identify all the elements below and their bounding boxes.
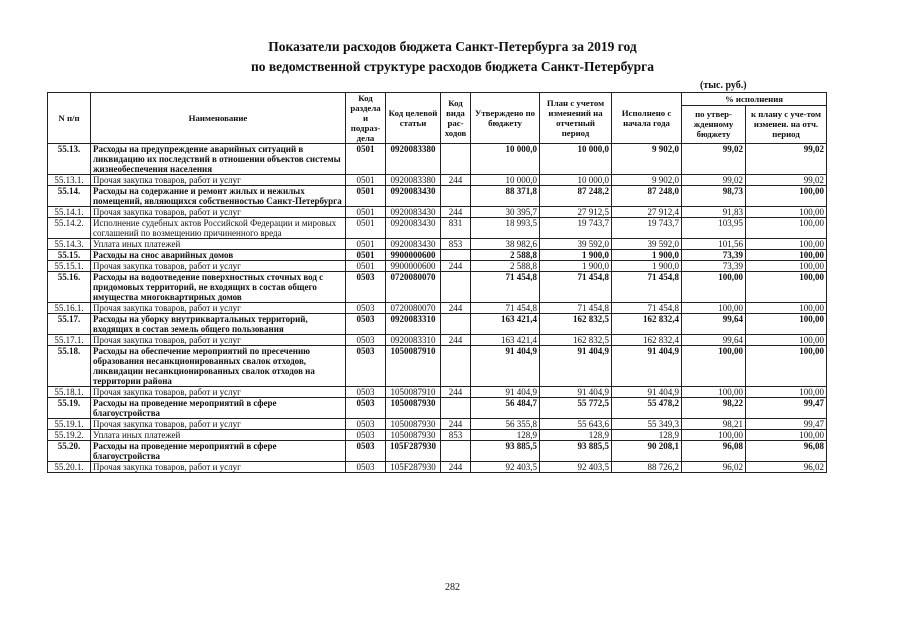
cell-num: 55.17. (48, 314, 91, 335)
cell-pct-approved: 100,00 (682, 272, 746, 303)
cell-plan: 128,9 (540, 430, 612, 441)
header-name: Наименование (91, 93, 346, 144)
cell-pct-plan: 100,00 (746, 346, 827, 387)
cell-pct-plan: 99,02 (746, 175, 827, 186)
cell-approved: 38 982,6 (471, 239, 540, 250)
cell-approved: 92 403,5 (471, 462, 540, 473)
cell-plan: 71 454,8 (540, 272, 612, 303)
cell-approved: 163 421,4 (471, 314, 540, 335)
cell-plan: 55 643,6 (540, 419, 612, 430)
cell-executed: 88 726,2 (612, 462, 682, 473)
header-section: Код раздела и подраз-дела (346, 93, 386, 144)
cell-target: 9900000600 (386, 250, 441, 261)
cell-type (441, 346, 471, 387)
cell-section: 0503 (346, 272, 386, 303)
cell-approved: 18 993,5 (471, 218, 540, 239)
cell-plan: 162 832,5 (540, 314, 612, 335)
table-row (48, 207, 827, 218)
cell-pct-plan: 96,02 (746, 462, 827, 473)
table-row (48, 303, 827, 314)
cell-num: 55.16.1. (48, 303, 91, 314)
cell-name: Прочая закупка товаров, работ и услуг (91, 335, 346, 346)
cell-plan: 162 832,5 (540, 335, 612, 346)
cell-plan: 93 885,5 (540, 441, 612, 462)
cell-pct-approved: 99,02 (682, 144, 746, 175)
cell-section: 0503 (346, 335, 386, 346)
cell-target: 1050087930 (386, 430, 441, 441)
table-row (48, 175, 827, 186)
cell-target: 0920083430 (386, 239, 441, 250)
cell-type: 244 (441, 261, 471, 272)
cell-type: 244 (441, 207, 471, 218)
cell-plan: 71 454,8 (540, 303, 612, 314)
cell-executed: 27 912,4 (612, 207, 682, 218)
cell-num: 55.19.1. (48, 419, 91, 430)
cell-plan: 10 000,0 (540, 175, 612, 186)
cell-type: 244 (441, 462, 471, 473)
cell-name: Прочая закупка товаров, работ и услуг (91, 303, 346, 314)
header-pct-plan: к плану с уче-том изменен. на отч. период (746, 105, 827, 143)
table-row (48, 272, 827, 303)
cell-num: 55.14.1. (48, 207, 91, 218)
cell-approved: 91 404,9 (471, 387, 540, 398)
cell-num: 55.19. (48, 398, 91, 419)
cell-executed: 55 478,2 (612, 398, 682, 419)
cell-target: 0920083310 (386, 314, 441, 335)
cell-type: 244 (441, 175, 471, 186)
cell-name: Уплата иных платежей (91, 430, 346, 441)
cell-target: 1050087910 (386, 387, 441, 398)
cell-target: 0920083430 (386, 186, 441, 207)
table-row (48, 239, 827, 250)
cell-name: Расходы на проведение мероприятий в сфере благоустройства (91, 398, 346, 419)
cell-approved: 10 000,0 (471, 175, 540, 186)
cell-pct-approved: 100,00 (682, 430, 746, 441)
cell-target: 1050087930 (386, 398, 441, 419)
cell-type (441, 144, 471, 175)
cell-pct-approved: 100,00 (682, 346, 746, 387)
table-row (48, 441, 827, 462)
header-type: Код вида рас-ходов (441, 93, 471, 144)
cell-pct-plan: 100,00 (746, 430, 827, 441)
cell-executed: 55 349,3 (612, 419, 682, 430)
cell-approved: 93 885,5 (471, 441, 540, 462)
cell-name: Расходы на проведение мероприятий в сфере благоустройства (91, 441, 346, 462)
cell-section: 0501 (346, 239, 386, 250)
table-row (48, 430, 827, 441)
cell-type: 853 (441, 239, 471, 250)
cell-section: 0501 (346, 218, 386, 239)
cell-type (441, 250, 471, 261)
cell-executed: 9 902,0 (612, 175, 682, 186)
cell-executed: 162 832,4 (612, 314, 682, 335)
table-row (48, 419, 827, 430)
cell-executed: 91 404,9 (612, 387, 682, 398)
cell-plan: 92 403,5 (540, 462, 612, 473)
table-row (48, 261, 827, 272)
cell-target: 0920083310 (386, 335, 441, 346)
cell-plan: 19 743,7 (540, 218, 612, 239)
cell-executed: 87 248,0 (612, 186, 682, 207)
cell-section: 0503 (346, 419, 386, 430)
cell-plan: 91 404,9 (540, 387, 612, 398)
cell-approved: 30 395,7 (471, 207, 540, 218)
cell-name: Прочая закупка товаров, работ и услуг (91, 207, 346, 218)
cell-pct-approved: 98,21 (682, 419, 746, 430)
cell-approved: 128,9 (471, 430, 540, 441)
cell-pct-plan: 100,00 (746, 218, 827, 239)
cell-pct-plan: 100,00 (746, 186, 827, 207)
cell-name: Прочая закупка товаров, работ и услуг (91, 462, 346, 473)
table-row (48, 335, 827, 346)
table-header (48, 93, 827, 144)
cell-pct-approved: 98,73 (682, 186, 746, 207)
cell-target: 0920083430 (386, 218, 441, 239)
cell-num: 55.19.2. (48, 430, 91, 441)
cell-section: 0503 (346, 430, 386, 441)
page-number: 282 (445, 582, 460, 593)
cell-pct-plan: 100,00 (746, 272, 827, 303)
cell-name: Расходы на обеспечение мероприятий по пресечению образования несанкционированных свалок отходов, ликвидации несанкционированных свалок отходов на территории района (91, 346, 346, 387)
cell-pct-plan: 99,47 (746, 419, 827, 430)
cell-approved: 163 421,4 (471, 335, 540, 346)
cell-num: 55.16. (48, 272, 91, 303)
cell-target: 0920083380 (386, 175, 441, 186)
cell-type: 244 (441, 419, 471, 430)
cell-pct-plan: 100,00 (746, 303, 827, 314)
cell-approved: 91 404,9 (471, 346, 540, 387)
cell-target: 105F287930 (386, 462, 441, 473)
cell-section: 0501 (346, 175, 386, 186)
cell-executed: 128,9 (612, 430, 682, 441)
cell-pct-approved: 103,95 (682, 218, 746, 239)
cell-type: 244 (441, 303, 471, 314)
cell-section: 0503 (346, 314, 386, 335)
cell-target: 105F287930 (386, 441, 441, 462)
cell-section: 0503 (346, 441, 386, 462)
document-subtitle: по ведомственной структуре расходов бюджета Санкт-Петербурга (250, 59, 655, 74)
cell-name: Расходы на снос аварийных домов (91, 250, 346, 261)
header-pct-group: % исполнения (682, 93, 827, 106)
table-row (48, 462, 827, 473)
header-pct-approved: по утвер-жденному бюджету (682, 105, 746, 143)
cell-executed: 91 404,9 (612, 346, 682, 387)
cell-plan: 1 900,0 (540, 261, 612, 272)
cell-section: 0503 (346, 462, 386, 473)
cell-approved: 88 371,8 (471, 186, 540, 207)
cell-pct-approved: 101,56 (682, 239, 746, 250)
header-executed: Исполнено с начала года (612, 93, 682, 144)
cell-plan: 55 772,5 (540, 398, 612, 419)
cell-target: 0920083430 (386, 207, 441, 218)
cell-type (441, 398, 471, 419)
cell-pct-plan: 99,47 (746, 398, 827, 419)
cell-pct-plan: 100,00 (746, 250, 827, 261)
table-row (48, 144, 827, 175)
cell-plan: 87 248,2 (540, 186, 612, 207)
cell-section: 0503 (346, 398, 386, 419)
cell-num: 55.20.1. (48, 462, 91, 473)
cell-pct-approved: 100,00 (682, 303, 746, 314)
cell-pct-approved: 73,39 (682, 250, 746, 261)
table-body (48, 144, 827, 473)
cell-name: Расходы на предупреждение аварийных ситуаций в ликвидацию их последствий в отношении объектов системы жизнеобеспечения населения (91, 144, 346, 175)
cell-executed: 39 592,0 (612, 239, 682, 250)
table-row (48, 250, 827, 261)
cell-pct-approved: 98,22 (682, 398, 746, 419)
cell-plan: 39 592,0 (540, 239, 612, 250)
cell-approved: 10 000,0 (471, 144, 540, 175)
header-num: N п/п (48, 93, 91, 144)
cell-num: 55.18.1. (48, 387, 91, 398)
cell-executed: 1 900,0 (612, 250, 682, 261)
cell-executed: 9 902,0 (612, 144, 682, 175)
cell-name: Расходы на водоотведение поверхностных сточных вод с придомовых территорий, не входящих в состав общего имущества многоквартирных домов (91, 272, 346, 303)
cell-pct-plan: 100,00 (746, 261, 827, 272)
cell-num: 55.15. (48, 250, 91, 261)
cell-executed: 19 743,7 (612, 218, 682, 239)
cell-type: 244 (441, 335, 471, 346)
cell-section: 0503 (346, 303, 386, 314)
header-plan: План с учетом изменений на отчетный период (540, 93, 612, 144)
cell-plan: 1 900,0 (540, 250, 612, 261)
cell-executed: 71 454,8 (612, 272, 682, 303)
table-row (48, 387, 827, 398)
cell-executed: 162 832,4 (612, 335, 682, 346)
cell-name: Исполнение судебных актов Российской Федерации и мировых соглашений по возмещению причиненного вреда (91, 218, 346, 239)
cell-num: 55.14. (48, 186, 91, 207)
cell-pct-plan: 100,00 (746, 207, 827, 218)
cell-pct-approved: 99,64 (682, 314, 746, 335)
cell-num: 55.14.3. (48, 239, 91, 250)
cell-pct-plan: 100,00 (746, 314, 827, 335)
cell-type: 831 (441, 218, 471, 239)
table-row (48, 186, 827, 207)
cell-approved: 2 588,8 (471, 250, 540, 261)
cell-plan: 10 000,0 (540, 144, 612, 175)
cell-pct-approved: 91,83 (682, 207, 746, 218)
cell-executed: 90 208,1 (612, 441, 682, 462)
cell-section: 0501 (346, 186, 386, 207)
document-title: Показатели расходов бюджета Санкт-Петербурга за 2019 год (268, 39, 637, 54)
cell-name: Расходы на уборку внутриквартальных территорий, входящих в состав земель общего пользования (91, 314, 346, 335)
cell-pct-approved: 73,39 (682, 261, 746, 272)
cell-type: 853 (441, 430, 471, 441)
table-row (48, 346, 827, 387)
cell-type (441, 272, 471, 303)
cell-pct-approved: 99,02 (682, 175, 746, 186)
cell-section: 0501 (346, 250, 386, 261)
cell-pct-plan: 100,00 (746, 239, 827, 250)
cell-section: 0501 (346, 261, 386, 272)
cell-target: 1050087910 (386, 346, 441, 387)
cell-name: Прочая закупка товаров, работ и услуг (91, 387, 346, 398)
cell-num: 55.17.1. (48, 335, 91, 346)
cell-name: Прочая закупка товаров, работ и услуг (91, 419, 346, 430)
cell-num: 55.18. (48, 346, 91, 387)
header-target: Код целевой статьи (386, 93, 441, 144)
cell-section: 0501 (346, 207, 386, 218)
budget-table (47, 92, 827, 473)
cell-section: 0503 (346, 387, 386, 398)
table-row (48, 314, 827, 335)
header-approved: Утверждено по бюджету (471, 93, 540, 144)
cell-pct-plan: 99,02 (746, 144, 827, 175)
cell-name: Прочая закупка товаров, работ и услуг (91, 175, 346, 186)
cell-target: 9900000600 (386, 261, 441, 272)
cell-pct-approved: 96,08 (682, 441, 746, 462)
cell-approved: 56 484,7 (471, 398, 540, 419)
cell-pct-approved: 100,00 (682, 387, 746, 398)
cell-num: 55.13.1. (48, 175, 91, 186)
cell-section: 0503 (346, 346, 386, 387)
cell-num: 55.13. (48, 144, 91, 175)
cell-num: 55.14.2. (48, 218, 91, 239)
cell-target: 0720080070 (386, 272, 441, 303)
cell-pct-plan: 96,08 (746, 441, 827, 462)
cell-type: 244 (441, 387, 471, 398)
cell-type (441, 314, 471, 335)
cell-name: Прочая закупка товаров, работ и услуг (91, 261, 346, 272)
cell-target: 1050087930 (386, 419, 441, 430)
cell-target: 0920083380 (386, 144, 441, 175)
table-row (48, 398, 827, 419)
cell-section: 0501 (346, 144, 386, 175)
cell-target: 0720080070 (386, 303, 441, 314)
cell-pct-approved: 96,02 (682, 462, 746, 473)
cell-approved: 71 454,8 (471, 303, 540, 314)
cell-approved: 56 355,8 (471, 419, 540, 430)
cell-type (441, 441, 471, 462)
cell-num: 55.20. (48, 441, 91, 462)
cell-executed: 71 454,8 (612, 303, 682, 314)
cell-plan: 27 912,5 (540, 207, 612, 218)
cell-approved: 71 454,8 (471, 272, 540, 303)
table-row (48, 218, 827, 239)
cell-type (441, 186, 471, 207)
units-label: (тыс. руб.) (700, 80, 747, 91)
cell-pct-approved: 99,64 (682, 335, 746, 346)
cell-executed: 1 900,0 (612, 261, 682, 272)
cell-plan: 91 404,9 (540, 346, 612, 387)
cell-approved: 2 588,8 (471, 261, 540, 272)
cell-pct-plan: 100,00 (746, 387, 827, 398)
cell-num: 55.15.1. (48, 261, 91, 272)
cell-name: Уплата иных платежей (91, 239, 346, 250)
cell-pct-plan: 100,00 (746, 335, 827, 346)
cell-name: Расходы на содержание и ремонт жилых и нежилых помещений, являющихся собственностью Санкт-Петербурга (91, 186, 346, 207)
